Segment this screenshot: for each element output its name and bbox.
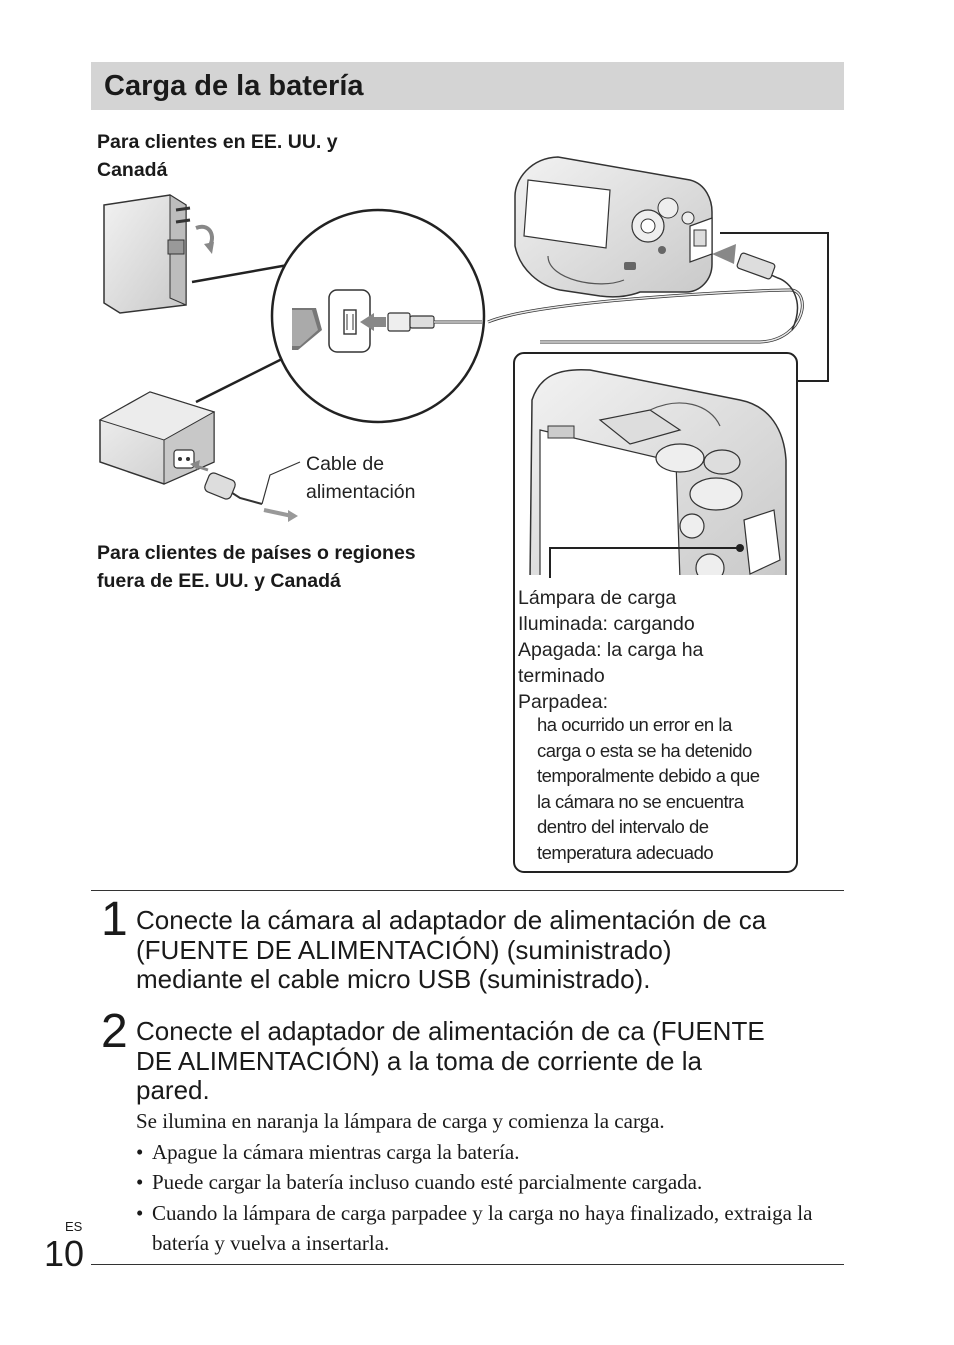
charge-lamp-text [518, 585, 794, 715]
step-1-number: 1 [101, 893, 128, 946]
charge-lamp-off-2: terminado [518, 665, 605, 687]
step-2-text: Conecte el adaptador de alimentación de ca (FUENTE DE ALIMENTACIÓN) a la toma de corriente de la pared. [136, 1016, 765, 1105]
page-title: Carga de la batería [104, 70, 364, 102]
step-2-number: 2 [101, 1005, 128, 1058]
charge-lamp-lit: Iluminada: cargando [518, 613, 695, 635]
bullet-dot: • [136, 1200, 144, 1225]
charge-lamp-blinking-detail: ha ocurrido un error en la carga o esta se ha detenido temporalmente debido a que la cámara no se encuentra dentro del intervalo de temperatura adecuado [537, 714, 760, 863]
step-1-text: Conecte la cámara al adaptador de alimentación de ca (FUENTE DE ALIMENTACIÓN) (suministrado) mediante el cable micro USB (suministrado). [136, 905, 767, 994]
charge-lamp-blinking: Parpadea: [518, 691, 608, 713]
bullet-dot: • [136, 1170, 144, 1194]
charge-lamp-off: Apagada: la carga ha [518, 639, 704, 661]
power-cable-label: Cable de alimentación [306, 453, 416, 503]
other-regions-label: Para clientes de países o regiones fuera de EE. UU. y Canadá [97, 542, 416, 592]
bullet-dot: • [136, 1139, 144, 1164]
step-1-rule [91, 890, 844, 891]
bullet-item: • Cuando la lámpara de carga parpadee y la carga no haya finalizado, extraiga la batería y vuelva a insertarla. [136, 1198, 836, 1259]
intl-ac-adapter-icon [100, 392, 300, 522]
step-2-body: Se ilumina en naranja la lámpara de carga y comienza la carga. • Apague la cámara mientras carga la batería. • Puede cargar la batería incluso cuando esté parcialmente cargada. • Cuando la lámpara de carga parpadee y la carga no haya finalizado, extraiga la batería y vuelva a insertarla. [136, 1106, 836, 1259]
us-ac-adapter-icon [104, 195, 214, 313]
camera-icon [515, 157, 712, 297]
charge-lamp-title: Lámpara de carga [518, 587, 677, 609]
bullet-item: • Apague la cámara mientras carga la batería. [136, 1137, 836, 1168]
page-number: 10 [44, 1233, 85, 1274]
us-canada-label: Para clientes en EE. UU. y Canadá [97, 131, 338, 181]
language-code: ES [65, 1219, 83, 1234]
bullet-item: • Puede cargar la batería incluso cuando esté parcialmente cargada. [136, 1167, 836, 1198]
footer-rule [91, 1264, 844, 1265]
usb-port-closeup [272, 210, 484, 422]
